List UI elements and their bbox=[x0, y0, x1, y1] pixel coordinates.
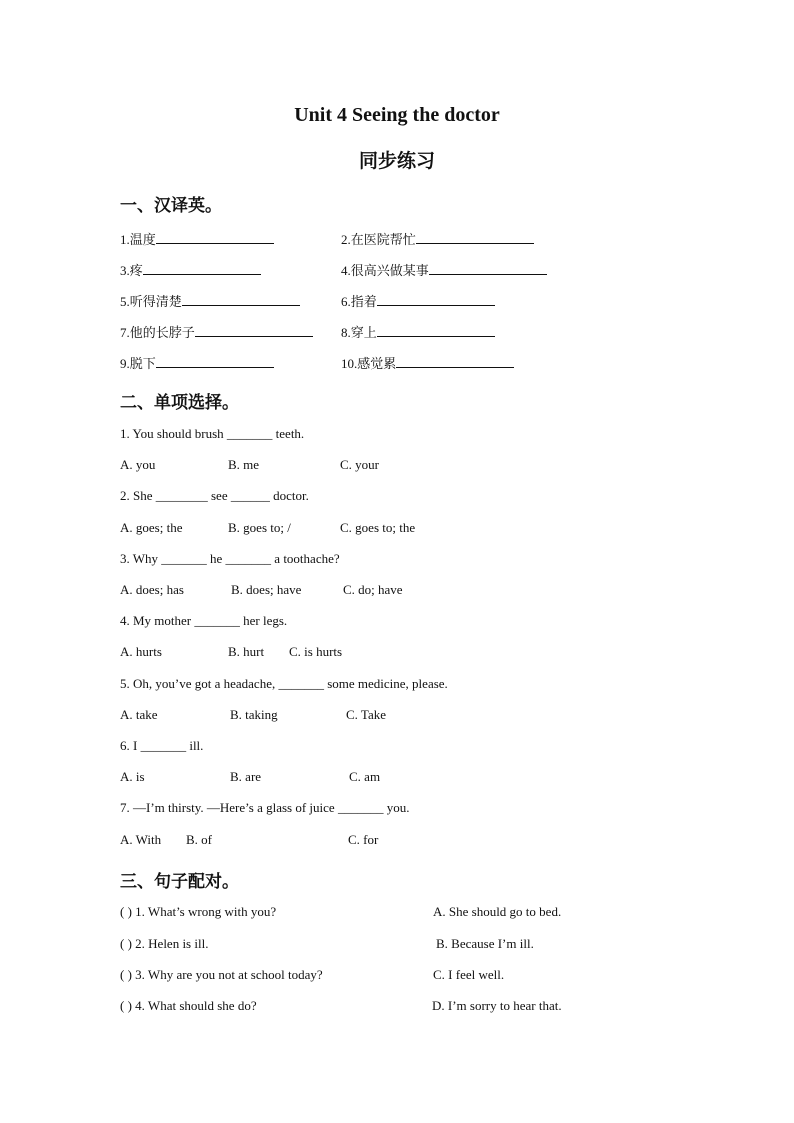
option-a: A. goes; the bbox=[120, 520, 183, 535]
option-a: A. does; has bbox=[120, 582, 184, 597]
section3-heading: 三、句子配对。 bbox=[120, 872, 239, 891]
option-c: C. your bbox=[340, 457, 379, 472]
option-b: B. of bbox=[186, 832, 212, 847]
match-answer: B. Because I’m ill. bbox=[436, 936, 534, 951]
match-answer: D. I’m sorry to hear that. bbox=[432, 998, 562, 1013]
page-subtitle: 同步练习 bbox=[358, 151, 435, 172]
question-text: 2. She ________ see ______ doctor. bbox=[120, 488, 309, 503]
vocab-item: 5.听得清楚 bbox=[120, 291, 300, 310]
option-a: A. hurts bbox=[120, 644, 162, 659]
option-b: B. hurt bbox=[228, 644, 265, 659]
option-a: A. is bbox=[120, 769, 145, 784]
option-c: C. goes to; the bbox=[340, 520, 416, 535]
option-b: B. taking bbox=[230, 707, 278, 722]
question-text: 1. You should brush _______ teeth. bbox=[120, 426, 305, 441]
option-c: C. do; have bbox=[343, 582, 403, 597]
vocab-item: 6.指着 bbox=[341, 291, 495, 310]
question-text: 5. Oh, you’ve got a headache, _______ some medicine, please. bbox=[120, 676, 448, 691]
option-c: C. is hurts bbox=[289, 644, 343, 659]
option-a: A. With bbox=[120, 832, 162, 847]
vocab-item: 4.很高兴做某事 bbox=[341, 260, 547, 279]
option-b: B. does; have bbox=[231, 582, 302, 597]
vocab-item: 9.脱下 bbox=[120, 353, 274, 372]
match-question: ( ) 4. What should she do? bbox=[120, 998, 257, 1013]
option-b: B. are bbox=[230, 769, 262, 784]
option-a: A. you bbox=[120, 457, 156, 472]
question-text: 4. My mother _______ her legs. bbox=[120, 613, 288, 628]
option-b: B. me bbox=[228, 457, 260, 472]
option-a: A. take bbox=[120, 707, 158, 722]
option-b: B. goes to; / bbox=[228, 520, 291, 535]
vocab-item: 10.感觉累 bbox=[341, 353, 514, 372]
match-answer: A. She should go to bed. bbox=[433, 904, 562, 919]
section1-heading: 一、汉译英。 bbox=[120, 196, 222, 215]
vocab-item: 2.在医院帮忙 bbox=[341, 229, 534, 248]
question-text: 6. I _______ ill. bbox=[120, 738, 204, 753]
match-question: ( ) 1. What’s wrong with you? bbox=[120, 904, 277, 919]
option-c: C. Take bbox=[346, 707, 387, 722]
question-text: 3. Why _______ he _______ a toothache? bbox=[120, 551, 340, 566]
vocab-item: 8.穿上 bbox=[341, 322, 495, 341]
vocab-item: 7.他的长脖子 bbox=[120, 322, 313, 341]
match-question: ( ) 2. Helen is ill. bbox=[120, 936, 209, 951]
match-question: ( ) 3. Why are you not at school today? bbox=[120, 967, 323, 982]
section2-heading: 二、单项选择。 bbox=[120, 393, 239, 412]
page-title: Unit 4 Seeing the doctor bbox=[294, 104, 500, 126]
match-answer: C. I feel well. bbox=[433, 967, 505, 982]
vocab-item: 3.疼 bbox=[120, 260, 261, 279]
question-text: 7. —I’m thirsty. —Here’s a glass of juice _______ you. bbox=[120, 800, 410, 815]
vocab-item: 1.温度 bbox=[120, 229, 274, 248]
option-c: C. for bbox=[348, 832, 379, 847]
option-c: C. am bbox=[349, 769, 381, 784]
